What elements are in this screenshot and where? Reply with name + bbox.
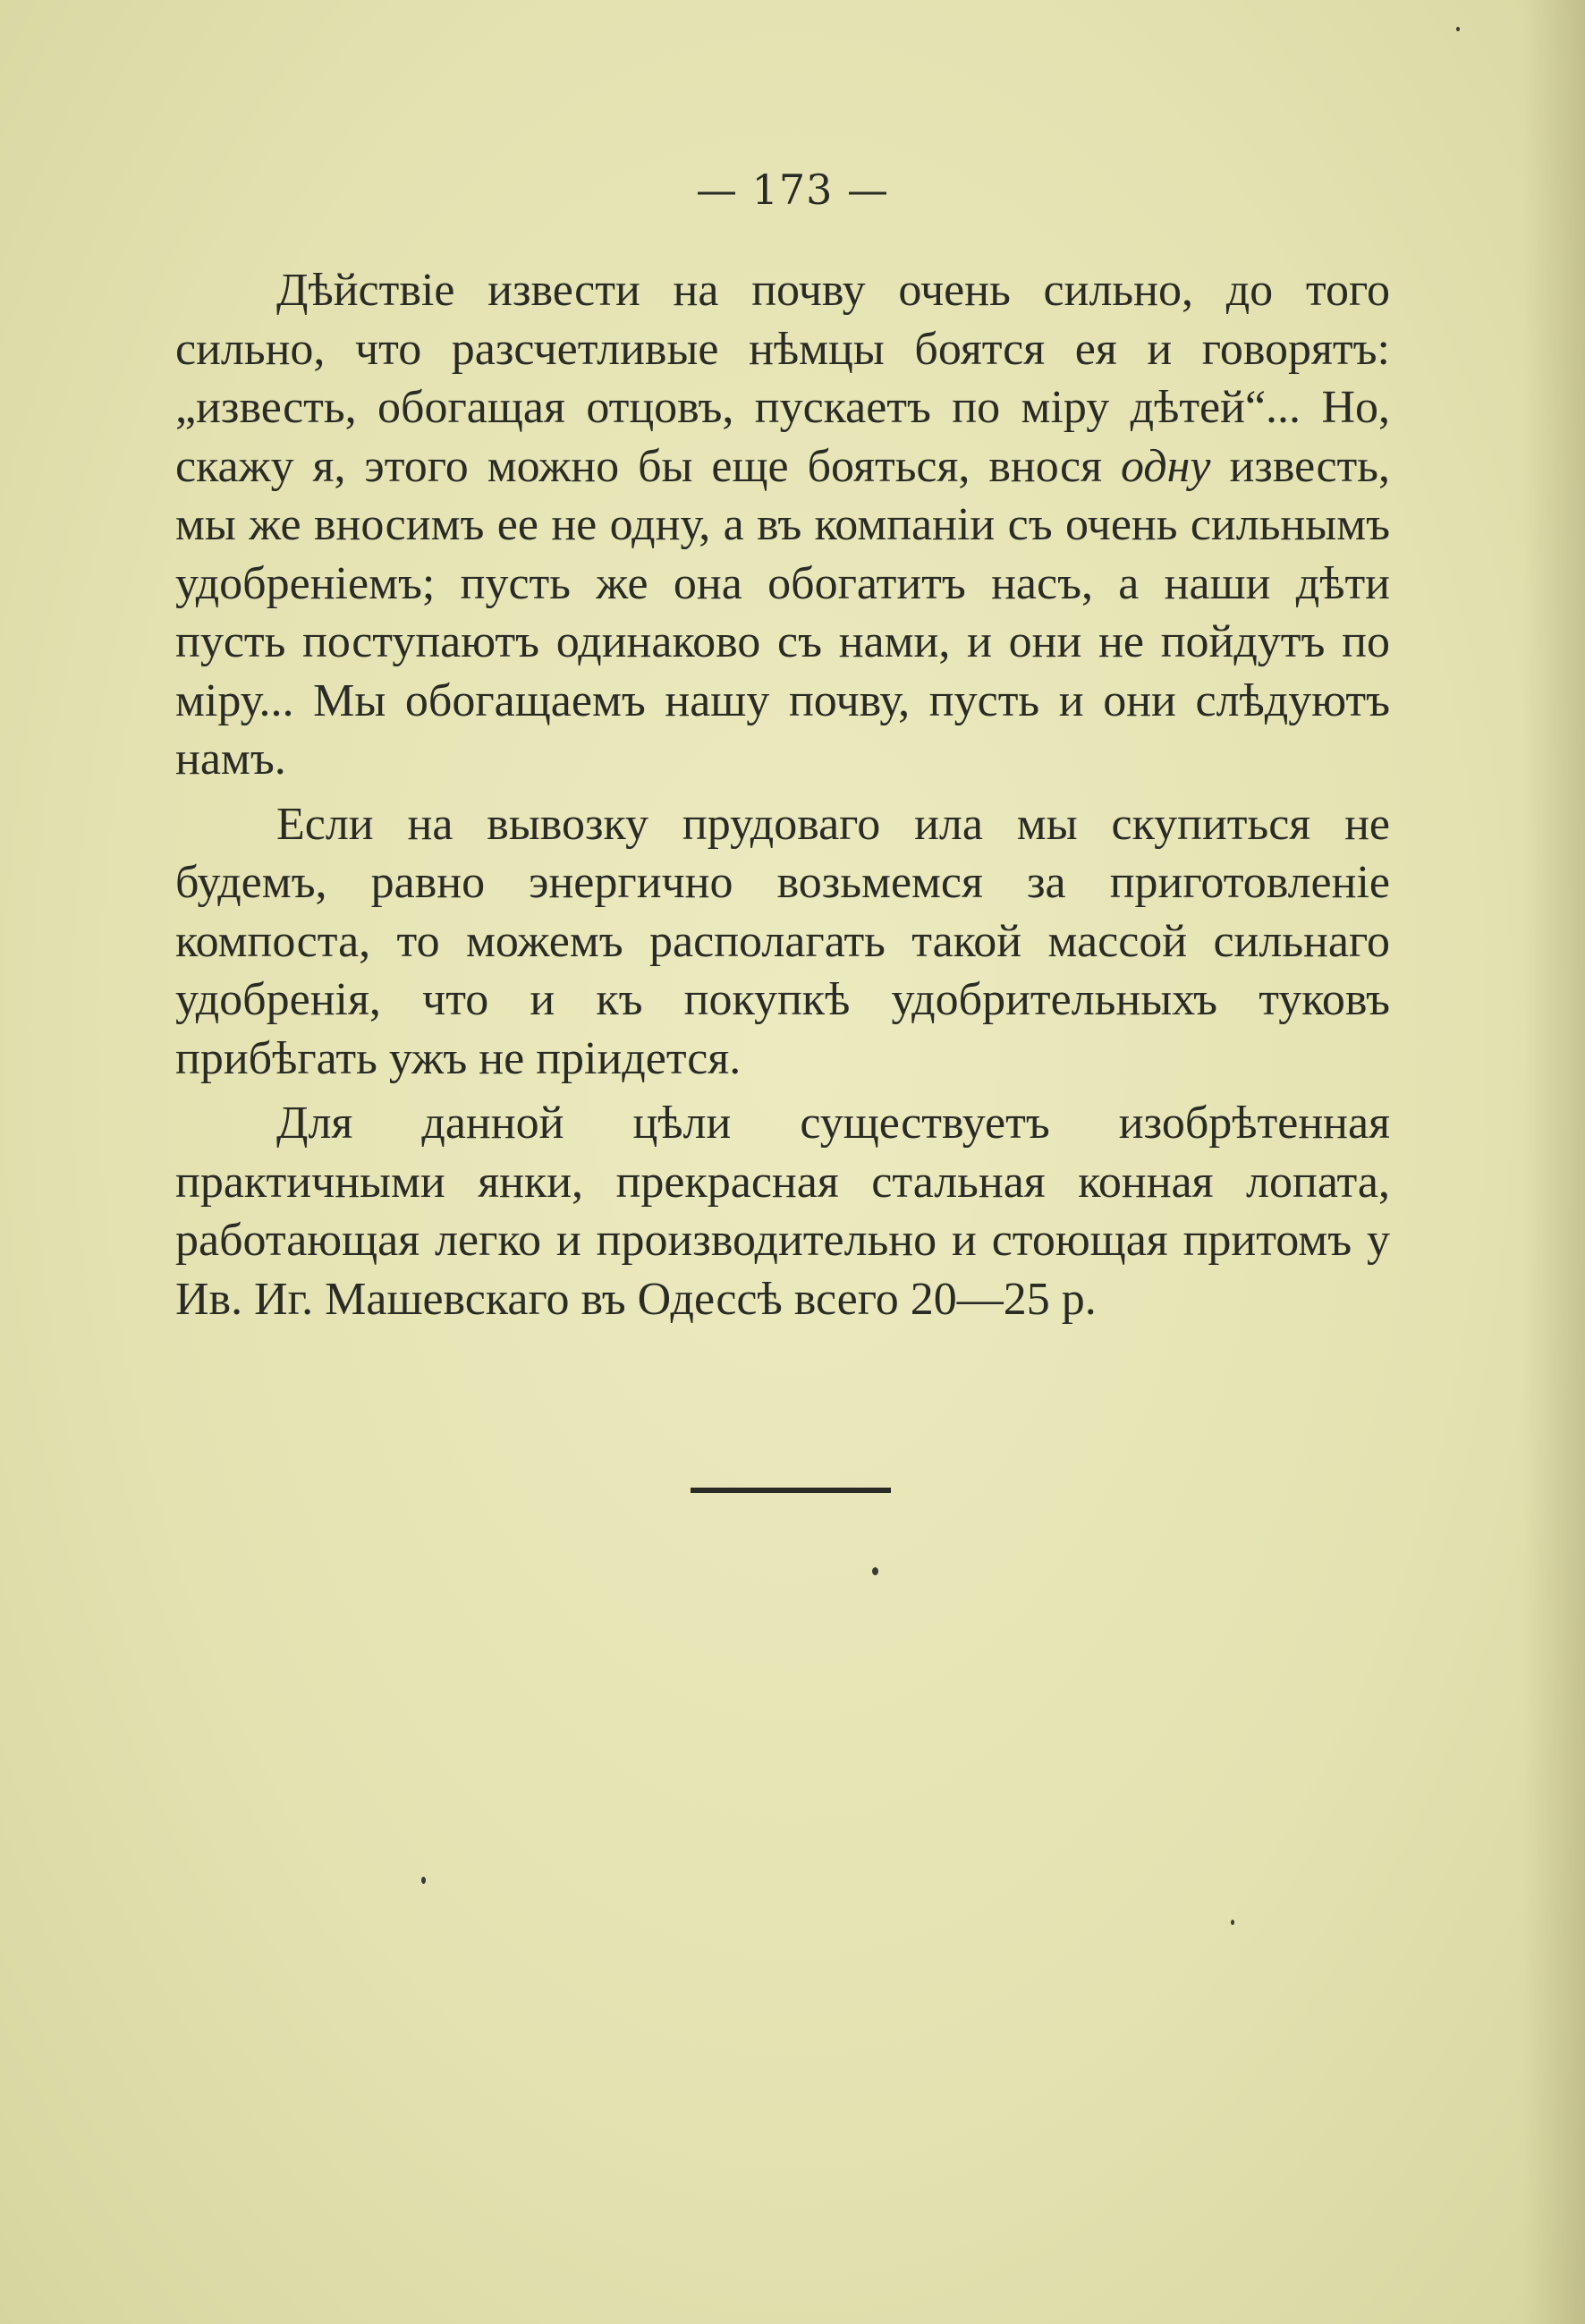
- body-text: [175, 261, 1390, 1335]
- section-end-rule: [691, 1488, 891, 1493]
- ink-speck: [1456, 27, 1460, 31]
- paragraph-1: [175, 261, 1390, 789]
- paragraph-3: Для данной цѣли существуетъ изобрѣтенная практичными янки, прекрасная стальная конная лопата, работающая легко и производительно и стоющая притомъ у Ив. Иг. Машевскаго въ Одессѣ всего 20—25 р.: [175, 1098, 1390, 1325]
- page-number: — 173 —: [695, 165, 890, 214]
- ink-speck: [1231, 1920, 1234, 1925]
- ink-speck: [421, 1877, 426, 1884]
- paragraph-1-lead: Дѣйствіе извести на почву очень сильно, до того сильно, что разсчетливые нѣмцы боятся ея и говорятъ: „известь, обогащая отцовъ, пускаетъ по міру дѣтей“... Но, скажу я, этого можно бы еще бояться, внося: [175, 265, 1390, 492]
- ink-speck: [872, 1567, 878, 1575]
- paragraph-2: Если на вывозку прудоваго ила мы скупиться не будемъ, равно энергично возьмемся за приготовленіе компоста, то можемъ располагать такой массой сильнаго удобренія, что и къ покупкѣ удобрительныхъ туковъ прибѣгать ужъ не пріидется.: [175, 798, 1390, 1084]
- emphasized-word: одну: [1121, 440, 1211, 492]
- paragraph-1-tail: известь, мы же вносимъ ее не одну, а въ компаніи съ очень сильнымъ удобреніемъ; пусть же она обогатитъ насъ, а наши дѣти пусть поступаютъ одинаково съ нами, и они не пойдутъ по міру... Мы обогащаемъ нашу почву, пусть и они слѣдуютъ намъ.: [175, 440, 1390, 785]
- page-edge-shadow: [1522, 0, 1585, 2324]
